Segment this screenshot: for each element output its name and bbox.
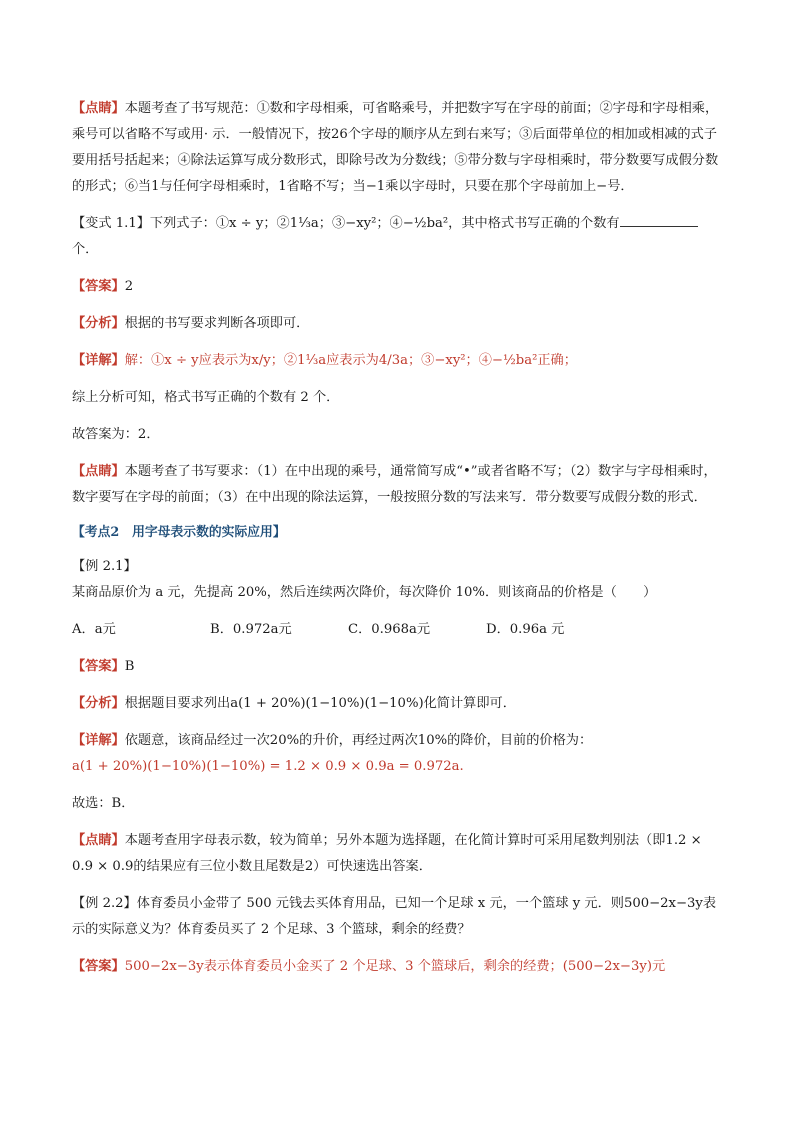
ex22-tag: 【例 2.2】 bbox=[72, 896, 137, 911]
variant-final: 故答案为：2． bbox=[72, 427, 160, 442]
page-content bbox=[72, 96, 720, 991]
example-2-1-question bbox=[72, 554, 720, 606]
answer-blank bbox=[620, 212, 698, 227]
variant-comment-text: 本题考查了书写要求：（1）在中出现的乘号，通常简写成“•”或者省略不写；（2）数字与字母相乘时，数字要写在字母的前面；（3）在中出现的除法运算，一般按照分数的写法来写．带分数要写成假分数的形式． bbox=[72, 464, 717, 505]
ex21-tag: 【例 2.1】 bbox=[72, 559, 137, 574]
option-b: B．0.972a元 bbox=[210, 622, 292, 637]
ex22-answer-text: 500−2x−3y表示体育委员小金买了 2 个足球、3 个篮球后，剩余的经费；(500−2x−3y)元 bbox=[124, 959, 666, 974]
section-title: 【考点2 用字母表示数的实际应用】 bbox=[72, 525, 286, 540]
comment-tag: 【点睛】 bbox=[72, 101, 125, 116]
comment-tag-3: 【点睛】 bbox=[72, 833, 125, 848]
ex21-answer bbox=[72, 654, 720, 680]
variant-answer bbox=[72, 274, 720, 300]
variant-analysis bbox=[72, 311, 720, 337]
ex21-comment-text: 本题考查用字母表示数，较为简单；另外本题为选择题，在化简计算时可采用尾数判别法（即1.2 × 0.9 × 0.9的结果应有三位小数且尾数是2）可快速选出答案． bbox=[72, 833, 702, 874]
comment-tag-2: 【点睛】 bbox=[72, 464, 125, 479]
answer-tag-3: 【答案】 bbox=[72, 959, 125, 974]
option-a: A．a元 bbox=[72, 622, 116, 637]
option-c: C．0.968a元 bbox=[348, 622, 431, 637]
ex21-question-text: 某商品原价为 a 元，先提高 20%，然后连续两次降价，每次降价 10%．则该商品的价格是（ ） bbox=[72, 585, 657, 600]
comment-paragraph bbox=[72, 96, 720, 200]
ex22-answer bbox=[72, 954, 720, 980]
variant-question-text: 下列式子：①x ÷ y；②1⅓a；③−xy²；④−½ba²，其中格式书写正确的个数有 bbox=[149, 216, 620, 231]
ex21-detail-text: 依题意，该商品经过一次20%的升价，再经过两次10%的降价，目前的价格为： bbox=[124, 733, 593, 748]
comment-text: 本题考查了书写规范：①数和字母相乘，可省略乘号，并把数字写在字母的前面；②字母和字母相乘，乘号可以省略不写或用· 示．一般情况下，按26个字母的顺序从左到右来写；③后面带单位的相加或相减的式子要用括号括起来；④除法运算写成分数形式，即除号改为分数线；⑤带分数与字母相乘时，带分数要写成假分数的形式；⑥当1与任何字母相乘时，1省略不写；当−1乘以字母时，只要在那个字母前加上−号． bbox=[72, 101, 719, 194]
ex21-analysis-text: 根据题目要求列出a(1 + 20%)(1−10%)(1−10%)化简计算即可． bbox=[124, 696, 516, 711]
variant-comment bbox=[72, 459, 720, 511]
analysis-tag-2: 【分析】 bbox=[72, 696, 125, 711]
ex21-final: 故选：B． bbox=[72, 796, 135, 811]
ex21-answer-text: B bbox=[124, 659, 135, 674]
variant-detail bbox=[72, 348, 720, 374]
ex21-comment bbox=[72, 828, 720, 880]
ex22-question-text: 体育委员小金带了 500 元钱去买体育用品，已知一个足球 x 元，一个篮球 y 元．则500−2x−3y表示的实际意义为？体育委员买了 2 个足球、3 个篮球，剩余的经费？ bbox=[72, 896, 717, 937]
variant-detail-text: 解：①x ÷ y应表示为x/y；②1⅓a应表示为4/3a；③−xy²；④−½ba²正确； bbox=[124, 353, 577, 368]
variant-answer-text: 2 bbox=[124, 279, 134, 294]
answer-tag: 【答案】 bbox=[72, 279, 125, 294]
example-2-2-question bbox=[72, 891, 720, 943]
ex21-formula: a(1 + 20%)(1−10%)(1−10%) = 1.2 × 0.9 × 0.9a = 0.972a. bbox=[72, 759, 464, 774]
variant-analysis-text: 根据的书写要求判断各项即可． bbox=[124, 316, 310, 331]
variant-question-tail: 个． bbox=[72, 242, 99, 257]
analysis-tag: 【分析】 bbox=[72, 316, 125, 331]
detail-tag-2: 【详解】 bbox=[72, 733, 125, 748]
detail-tag: 【详解】 bbox=[72, 353, 125, 368]
variant-question bbox=[72, 211, 720, 263]
option-d: D．0.96a 元 bbox=[486, 622, 565, 637]
ex21-options bbox=[72, 617, 720, 643]
variant-tag: 【变式 1.1】 bbox=[72, 216, 150, 231]
answer-tag-2: 【答案】 bbox=[72, 659, 125, 674]
ex21-analysis bbox=[72, 691, 720, 717]
ex21-detail bbox=[72, 728, 720, 780]
variant-summary: 综上分析可知，格式书写正确的个数有 2 个． bbox=[72, 390, 340, 405]
